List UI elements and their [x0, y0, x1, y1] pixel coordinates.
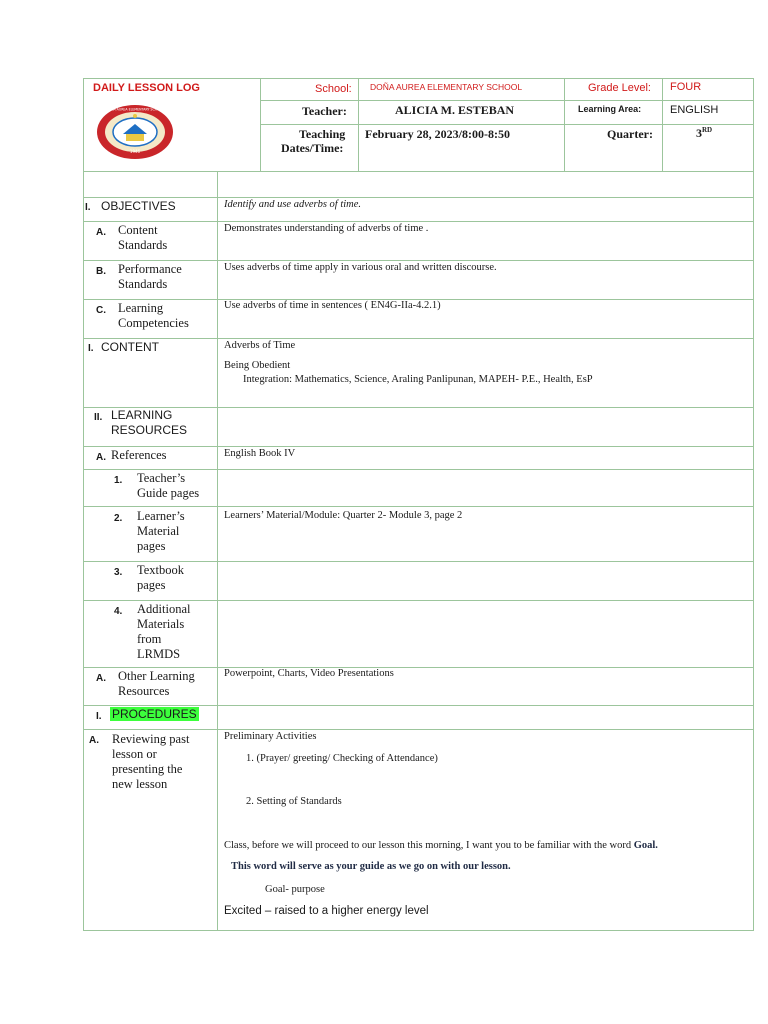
lesson-log-page: DAILY LESSON LOG 1946 DOÑA AUREA ELEMENTARY SCHOOL School: DOÑA AUREA ELEMENTARY SCHOOL Grade Level: FOUR Teacher: ALICIA M. ESTEBAN Learning Area: ENGLISH Teaching Dates/Time: February 28, 2023/8:00-8:50 Quarter: 3RD I. OBJECTIVES Identify and use adverbs of time. A. Content Standards Demonstrates understanding of adverbs of time . B. Performance Standards Uses adverbs of time apply in various oral and written discourse. C. Learning Competencies Use adverbs of time in sentences ( EN4G-IIa-4.2.1) I. CONTENT Adverbs of Time Being Obedient Integration: Mathematics, Science, Araling Panlipunan, MAPEH- P.E., Health, EsP II. LEARNING RESOURCES A. References English Book IV 1. Teacher’s Guide pages 2. Learner’s Material pages Learners’ Material/Module: Quarter 2- Module 3, page 2 3. Textbook pages 4. Additional Materials from LRMDS A. Other Learning Resources Powerpoint, Charts, Video Presentations I. PROCEDURES A. Reviewing past lesson or presenting the new lesson Preliminary Activities 1. (Prayer/ greeting/ Checking of Attendance) 2. Setting of Standards Class, before we will proceed to our lesson this morning, I want you to be familiar with the word Goal. This word will serve as your guide as we go on with our lesson. Goal- purpose Excited – raised to a higher energy level: [0, 0, 768, 1024]
teacher-label: Teacher:: [302, 104, 347, 118]
content-line-2: Being Obedient: [224, 360, 291, 371]
references-label: References: [111, 448, 167, 462]
teacher-value: ALICIA M. ESTEBAN: [395, 103, 515, 117]
learning-competencies-value: Use adverbs of time in sentences ( EN4G-IIa-4.2.1): [224, 300, 441, 311]
table-border-top: [83, 78, 754, 79]
learners-material-value: Learners’ Material/Module: Quarter 2- Module 3, page 2: [224, 510, 463, 521]
procedures-heading: PROCEDURES: [112, 707, 197, 721]
dates-value: February 28, 2023/8:00-8:50: [365, 127, 510, 141]
performance-standards-value: Uses adverbs of time apply in various oral and written discourse.: [224, 262, 497, 273]
learning-resources-heading: LEARNING RESOURCES: [111, 408, 188, 437]
objectives-heading: OBJECTIVES: [101, 199, 176, 213]
content-line-1: Adverbs of Time: [224, 340, 296, 351]
prelim-activities: Preliminary Activities: [224, 731, 317, 742]
table-border-right: [753, 78, 754, 931]
learners-material-label: Learner’s Material pages: [137, 509, 185, 553]
dates-label-1: Teaching: [299, 127, 346, 141]
content-standards-value: Demonstrates understanding of adverbs of time .: [224, 223, 429, 234]
other-resources-value: Powerpoint, Charts, Video Presentations: [224, 668, 394, 679]
content-standards-label: Content Standards: [118, 223, 168, 252]
lesson-paragraph-2: This word will serve as your guide as we go on with our lesson.: [231, 861, 511, 872]
content-heading: CONTENT: [101, 340, 159, 354]
area-label: Learning Area:: [578, 104, 642, 114]
school-value: DOÑA AUREA ELEMENTARY SCHOOL: [370, 82, 523, 92]
quarter-value: 3RD: [696, 126, 713, 140]
other-resources-label: Other Learning Resources: [118, 669, 195, 698]
grade-value: FOUR: [670, 81, 702, 93]
area-value: ENGLISH: [670, 104, 719, 116]
reviewing-label: Reviewing past lesson or presenting the new lesson: [112, 732, 190, 791]
school-logo: [96, 104, 174, 160]
references-value: English Book IV: [224, 448, 296, 459]
logo-year: 1946: [129, 149, 141, 154]
dates-label-2: Dates/Time:: [281, 141, 344, 155]
teachers-guide-label: Teacher’s Guide pages: [137, 471, 200, 500]
performance-standards-label: Performance Standards: [118, 262, 182, 291]
prelim-item-1: 1. (Prayer/ greeting/ Checking of Attendance): [246, 753, 438, 764]
learning-competencies-label: Learning Competencies: [118, 301, 189, 330]
page-title: DAILY LESSON LOG: [93, 82, 200, 94]
quarter-label: Quarter:: [607, 127, 653, 141]
table-border-left: [83, 78, 84, 931]
goal-definition: Goal- purpose: [265, 884, 325, 895]
grade-label: Grade Level:: [588, 82, 651, 94]
objectives-value: Identify and use adverbs of time.: [224, 199, 362, 210]
lesson-paragraph-1: Class, before we will proceed to our lesson this morning, I want you to be familiar with the word Goal.: [224, 840, 658, 851]
school-label: School:: [315, 83, 352, 95]
excited-definition: Excited – raised to a higher energy level: [224, 905, 429, 917]
content-line-3: Integration: Mathematics, Science, Araling Panlipunan, MAPEH- P.E., Health, EsP: [243, 374, 593, 385]
table-border-bottom: [83, 930, 754, 931]
prelim-item-2: 2. Setting of Standards: [246, 796, 342, 807]
additional-materials-label: Additional Materials from LRMDS: [137, 602, 191, 661]
textbook-label: Textbook pages: [137, 563, 185, 592]
logo-text: DOÑA AUREA ELEMENTARY SCHOOL: [106, 107, 164, 112]
